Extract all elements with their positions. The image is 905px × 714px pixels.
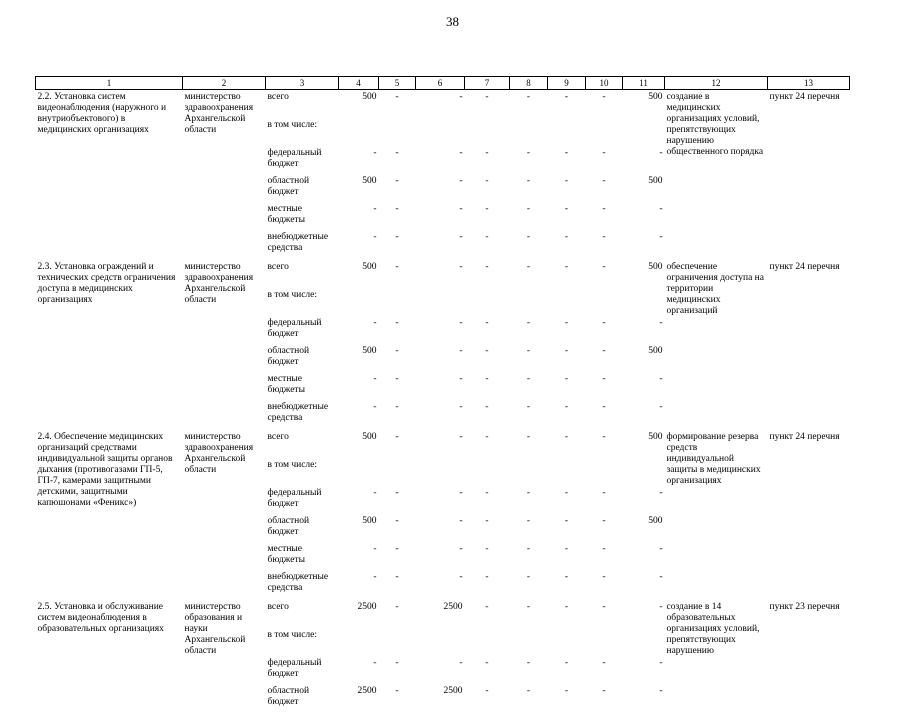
measure-title: 2.5. Установка и обслуживание систем видеонаблюдения в образовательных организациях: [37, 602, 164, 634]
amount-cell: -: [659, 318, 663, 328]
amount-cell: -: [602, 92, 606, 102]
amount-cell: -: [526, 658, 531, 668]
amount-cell: -: [602, 148, 606, 158]
amount-cell: -: [373, 318, 377, 328]
measure-title: 2.3. Установка ограждений и технических средств ограничения доступа в медицинских организациях: [37, 262, 176, 305]
amount-cell: -: [659, 488, 663, 498]
amount-cell: 500: [648, 516, 663, 526]
amount-cell: -: [564, 92, 569, 102]
amount-cell: [465, 460, 510, 488]
amount-cell: [510, 120, 548, 148]
amount-cell: -: [459, 374, 463, 384]
program-table: [35, 76, 850, 714]
amount-cell: -: [564, 262, 569, 272]
measure-title: 2.2. Установка систем видеонаблюдения (наружного и внутриобъектового) в медицинских организациях: [37, 92, 167, 135]
expected-result: формирование резерва средств индивидуальной защиты в медицинских организациях: [666, 432, 761, 486]
expected-result: создание в медицинских организациях условий, препятствующих нарушению общественного порядка: [666, 92, 764, 157]
amount-cell: [465, 630, 510, 658]
amount-cell: [465, 290, 510, 318]
amount-cell: -: [485, 602, 489, 612]
amount-cell: -: [526, 318, 531, 328]
column-number: 10: [586, 77, 623, 90]
amount-cell: -: [459, 432, 463, 442]
amount-cell: -: [526, 176, 531, 186]
amount-cell: -: [659, 402, 663, 412]
amount-cell: -: [602, 686, 606, 696]
amount-cell: -: [602, 432, 606, 442]
amount-cell: -: [602, 318, 606, 328]
amount-cell: [623, 120, 665, 148]
column-number: 1: [36, 77, 183, 90]
amount-cell: -: [459, 402, 463, 412]
amount-cell: -: [526, 602, 531, 612]
amount-cell: [339, 120, 379, 148]
amount-cell: -: [373, 374, 377, 384]
amount-cell: -: [459, 232, 463, 242]
amount-cell: -: [526, 346, 531, 356]
amount-cell: -: [395, 658, 399, 668]
amount-cell: 500: [362, 432, 377, 442]
amount-cell: -: [564, 232, 569, 242]
amount-cell: -: [564, 318, 569, 328]
column-number: 8: [510, 77, 548, 90]
measure-title: 2.4. Обеспечение медицинских организаций средствами индивидуальной защиты органов дыхания (противогазами ГП-5, ГП-7, камерами защитными детскими, защитными капюшонами «Феникс»): [37, 432, 173, 508]
amount-cell: -: [395, 488, 399, 498]
amount-cell: -: [395, 432, 399, 442]
amount-cell: -: [395, 686, 399, 696]
amount-cell: -: [602, 602, 606, 612]
amount-cell: 500: [362, 346, 377, 356]
column-number: 12: [665, 77, 768, 90]
amount-cell: -: [564, 572, 569, 582]
amount-cell: -: [459, 176, 463, 186]
amount-cell: -: [395, 346, 399, 356]
amount-cell: -: [659, 658, 663, 668]
amount-cell: [623, 460, 665, 488]
amount-cell: -: [459, 204, 463, 214]
table-row: [36, 430, 850, 460]
column-number: 7: [465, 77, 510, 90]
amount-cell: -: [395, 602, 399, 612]
amount-cell: -: [659, 148, 663, 158]
amount-cell: -: [459, 572, 463, 582]
funding-source-label: областной бюджет: [267, 176, 310, 197]
amount-cell: [586, 290, 623, 318]
amount-cell: -: [526, 544, 531, 554]
amount-cell: -: [395, 516, 399, 526]
amount-cell: -: [659, 602, 663, 612]
funding-source-label: местные бюджеты: [267, 374, 305, 395]
amount-cell: -: [485, 232, 489, 242]
amount-cell: -: [459, 318, 463, 328]
amount-cell: -: [395, 148, 399, 158]
column-number: 5: [379, 77, 416, 90]
amount-cell: [339, 630, 379, 658]
amount-cell: [548, 630, 586, 658]
amount-cell: [379, 460, 416, 488]
column-number: 3: [266, 77, 339, 90]
amount-cell: -: [485, 176, 489, 186]
table-row: [36, 90, 850, 121]
amount-cell: -: [564, 374, 569, 384]
amount-cell: -: [485, 686, 489, 696]
amount-cell: -: [395, 318, 399, 328]
funding-source-label: федеральный бюджет: [267, 148, 322, 169]
funding-source-label: федеральный бюджет: [267, 318, 322, 339]
amount-cell: -: [602, 572, 606, 582]
list-reference: пункт 24 перечня: [769, 262, 840, 272]
amount-cell: -: [395, 374, 399, 384]
amount-cell: -: [602, 516, 606, 526]
amount-cell: -: [373, 658, 377, 668]
amount-cell: -: [564, 544, 569, 554]
amount-cell: -: [373, 204, 377, 214]
amount-cell: -: [564, 432, 569, 442]
funding-source-label: внебюджетные средства: [267, 402, 329, 423]
amount-cell: -: [526, 572, 531, 582]
amount-cell: -: [373, 402, 377, 412]
amount-cell: [548, 290, 586, 318]
amount-cell: -: [395, 262, 399, 272]
amount-cell: 2500: [443, 686, 463, 696]
amount-cell: -: [395, 572, 399, 582]
amount-cell: [548, 120, 586, 148]
amount-cell: [416, 120, 465, 148]
amount-cell: -: [485, 92, 489, 102]
amount-cell: -: [526, 488, 531, 498]
responsible-org: министерство образования и науки Архангельской области: [184, 602, 246, 656]
funding-source-label: в том числе:: [267, 290, 318, 300]
amount-cell: -: [459, 544, 463, 554]
amount-cell: -: [602, 544, 606, 554]
funding-source-label: федеральный бюджет: [267, 658, 322, 679]
funding-source-label: областной бюджет: [267, 686, 310, 707]
amount-cell: [510, 630, 548, 658]
amount-cell: -: [564, 402, 569, 412]
list-reference: пункт 24 перечня: [769, 432, 840, 442]
amount-cell: 500: [362, 262, 377, 272]
amount-cell: -: [395, 204, 399, 214]
table-row: [36, 600, 850, 630]
amount-cell: -: [526, 374, 531, 384]
funding-source-label: всего: [267, 432, 289, 442]
funding-source-label: в том числе:: [267, 460, 318, 470]
amount-cell: -: [485, 148, 489, 158]
amount-cell: -: [373, 488, 377, 498]
amount-cell: -: [395, 232, 399, 242]
column-number-row: [36, 77, 850, 90]
funding-source-label: местные бюджеты: [267, 204, 305, 225]
amount-cell: [623, 290, 665, 318]
amount-cell: -: [564, 658, 569, 668]
amount-cell: -: [485, 544, 489, 554]
funding-source-label: федеральный бюджет: [267, 488, 322, 509]
amount-cell: -: [485, 658, 489, 668]
amount-cell: -: [373, 148, 377, 158]
amount-cell: -: [459, 148, 463, 158]
amount-cell: [416, 630, 465, 658]
amount-cell: -: [526, 516, 531, 526]
amount-cell: -: [459, 658, 463, 668]
amount-cell: -: [526, 262, 531, 272]
amount-cell: -: [459, 488, 463, 498]
amount-cell: 500: [362, 92, 377, 102]
amount-cell: -: [659, 204, 663, 214]
funding-source-label: в том числе:: [267, 630, 318, 640]
amount-cell: -: [602, 346, 606, 356]
amount-cell: -: [373, 544, 377, 554]
column-number: 2: [183, 77, 266, 90]
amount-cell: -: [526, 92, 531, 102]
amount-cell: 500: [648, 92, 663, 102]
amount-cell: 2500: [357, 686, 377, 696]
amount-cell: -: [485, 204, 489, 214]
table-row: [36, 260, 850, 290]
funding-source-label: в том числе:: [267, 120, 318, 130]
amount-cell: [416, 460, 465, 488]
column-number: 9: [548, 77, 586, 90]
amount-cell: -: [526, 686, 531, 696]
amount-cell: [339, 460, 379, 488]
list-reference: пункт 24 перечня: [769, 92, 840, 102]
amount-cell: -: [659, 572, 663, 582]
amount-cell: -: [395, 176, 399, 186]
amount-cell: 500: [648, 262, 663, 272]
amount-cell: -: [564, 148, 569, 158]
amount-cell: [548, 460, 586, 488]
amount-cell: -: [459, 516, 463, 526]
list-reference: пункт 23 перечня: [769, 602, 840, 612]
funding-source-label: всего: [267, 602, 289, 612]
amount-cell: [510, 290, 548, 318]
amount-cell: 500: [648, 432, 663, 442]
amount-cell: -: [485, 488, 489, 498]
expected-result: обеспечение ограничения доступа на территории медицинских организаций: [666, 262, 764, 316]
amount-cell: 2500: [357, 602, 377, 612]
funding-source-label: внебюджетные средства: [267, 232, 329, 253]
amount-cell: -: [659, 232, 663, 242]
page-number: 38: [446, 14, 459, 29]
responsible-org: министерство здравоохранения Архангельской области: [184, 262, 254, 305]
amount-cell: -: [485, 432, 489, 442]
amount-cell: [465, 120, 510, 148]
amount-cell: -: [526, 204, 531, 214]
funding-source-label: местные бюджеты: [267, 544, 305, 565]
amount-cell: -: [602, 658, 606, 668]
amount-cell: 500: [648, 346, 663, 356]
amount-cell: [339, 290, 379, 318]
amount-cell: 500: [648, 176, 663, 186]
amount-cell: -: [485, 262, 489, 272]
amount-cell: -: [659, 686, 663, 696]
amount-cell: -: [373, 232, 377, 242]
responsible-org: министерство здравоохранения Архангельской области: [184, 92, 254, 135]
amount-cell: -: [564, 176, 569, 186]
amount-cell: 500: [362, 516, 377, 526]
amount-cell: -: [485, 346, 489, 356]
funding-source-label: всего: [267, 92, 289, 102]
funding-source-label: областной бюджет: [267, 516, 310, 537]
amount-cell: -: [564, 686, 569, 696]
amount-cell: -: [602, 402, 606, 412]
amount-cell: [510, 460, 548, 488]
amount-cell: 2500: [443, 602, 463, 612]
amount-cell: -: [485, 572, 489, 582]
amount-cell: -: [659, 544, 663, 554]
amount-cell: [586, 460, 623, 488]
amount-cell: -: [564, 602, 569, 612]
responsible-org: министерство здравоохранения Архангельской области: [184, 432, 254, 475]
amount-cell: -: [485, 374, 489, 384]
amount-cell: [623, 630, 665, 658]
amount-cell: -: [526, 402, 531, 412]
amount-cell: -: [459, 346, 463, 356]
amount-cell: 500: [362, 176, 377, 186]
column-number: 4: [339, 77, 379, 90]
column-number: 6: [416, 77, 465, 90]
amount-cell: -: [526, 432, 531, 442]
amount-cell: [416, 290, 465, 318]
amount-cell: -: [459, 262, 463, 272]
funding-source-label: всего: [267, 262, 289, 272]
amount-cell: -: [564, 516, 569, 526]
funding-source-label: внебюджетные средства: [267, 572, 329, 593]
amount-cell: -: [602, 262, 606, 272]
amount-cell: -: [564, 346, 569, 356]
amount-cell: -: [602, 232, 606, 242]
amount-cell: -: [526, 232, 531, 242]
amount-cell: [586, 630, 623, 658]
column-number: 11: [623, 77, 665, 90]
amount-cell: -: [485, 402, 489, 412]
amount-cell: -: [526, 148, 531, 158]
amount-cell: -: [459, 92, 463, 102]
amount-cell: -: [602, 176, 606, 186]
amount-cell: -: [659, 374, 663, 384]
expected-result: создание в 14 образовательных организациях условий, препятствующих нарушению: [666, 602, 760, 656]
amount-cell: [379, 630, 416, 658]
amount-cell: -: [395, 544, 399, 554]
amount-cell: -: [602, 374, 606, 384]
amount-cell: -: [564, 204, 569, 214]
amount-cell: [379, 120, 416, 148]
amount-cell: -: [395, 92, 399, 102]
amount-cell: -: [564, 488, 569, 498]
amount-cell: -: [485, 516, 489, 526]
funding-source-label: областной бюджет: [267, 346, 310, 367]
amount-cell: -: [485, 318, 489, 328]
amount-cell: -: [602, 488, 606, 498]
amount-cell: -: [602, 204, 606, 214]
column-number: 13: [768, 77, 850, 90]
amount-cell: -: [395, 402, 399, 412]
amount-cell: -: [373, 572, 377, 582]
amount-cell: [586, 120, 623, 148]
amount-cell: [379, 290, 416, 318]
